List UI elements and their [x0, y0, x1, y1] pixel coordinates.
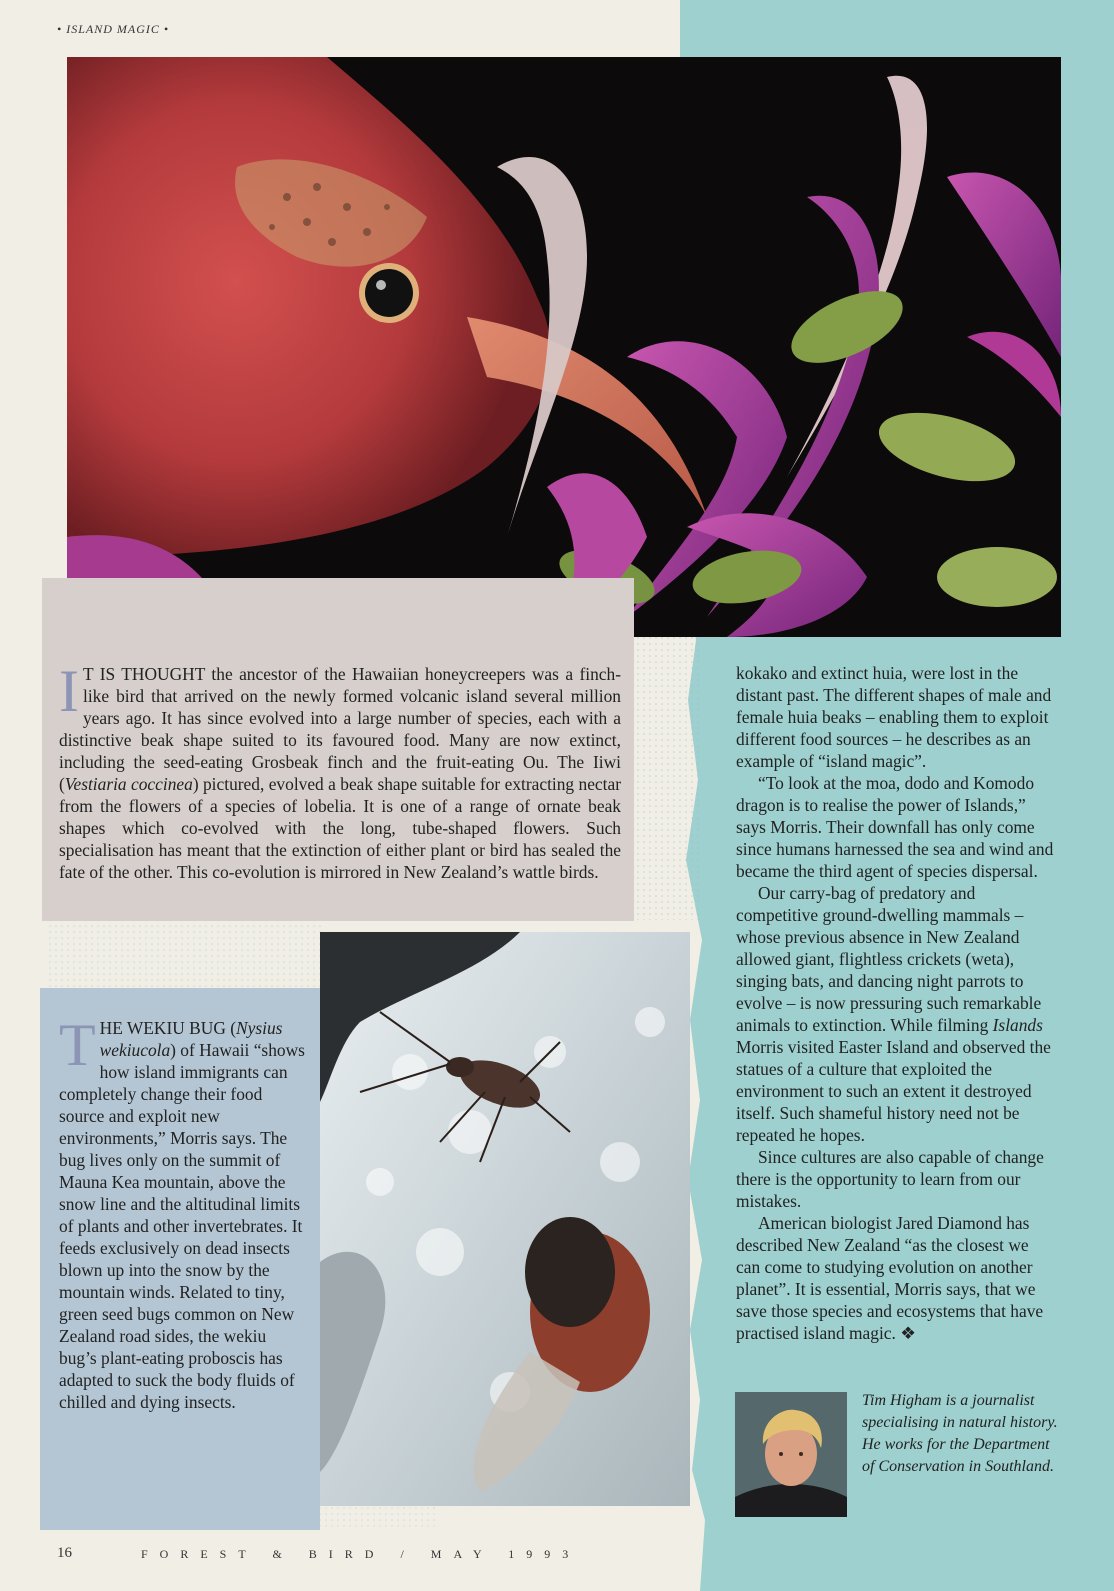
dropcap-wekiu: T: [59, 1012, 96, 1078]
footer: [57, 1545, 581, 1562]
author-portrait: [735, 1392, 847, 1517]
islands-title: Islands: [992, 1015, 1043, 1035]
publication-line: FOREST & BIRD / MAY 1993: [141, 1547, 581, 1561]
wekiu-bug-photo: [320, 932, 690, 1506]
caption-wekiu-part1: (: [225, 1018, 237, 1038]
dropcap: I: [59, 658, 79, 724]
caption-lead: T IS THOUGHT: [82, 664, 205, 684]
body-paragraph-5: American biologist Jared Diamond has described New Zealand “as the closest we can come to studying evolution on another planet”. It is essential, Morris says, that we save those species and ecosystems that have practised island magic. ❖: [736, 1213, 1044, 1343]
species-name: Vestiaria coccinea: [64, 774, 193, 794]
author-bio: Tim Higham is a journalist specialising in natural history. He works for the Department of Conservation in Southland.: [862, 1392, 1058, 1475]
body-paragraph-4: Since cultures are also capable of change there is the opportunity to learn from our mistakes.: [736, 1147, 1044, 1211]
body-paragraph-3: [736, 882, 1056, 1146]
body-paragraph-1: kokako and extinct huia, were lost in the distant past. The different shapes of male and female huia beaks – enabling them to exploit different food sources – he describes as an example of “island magic”.: [736, 663, 1052, 771]
article-body-column: [736, 662, 1056, 1344]
wekiu-species-name: Nysius wekiucola: [99, 1018, 283, 1060]
caption-wekiu-lead: HE WEKIU BUG: [99, 1018, 226, 1038]
caption-text-part1: the ancestor of the Hawaiian honeycreepers was a finch-like bird that arrived on the newly formed volcanic island several million years ago. It has since evolved into a large number of species, each with a distinctive beak shape suited to its favoured food. Many are now extinct, including the seed-eating Grosbeak finch and the fruit-eating Ou. The Iiwi (: [59, 664, 621, 794]
body-paragraph-3-text: Our carry-bag of predatory and competitive ground-dwelling mammals – whose previous absence in New Zealand allowed giant, flightless crickets (weta), singing bats, and dancing night parrots to evolve – is now pressuring such remarkable animals to extinction. While filming: [736, 883, 1042, 1035]
iiwi-illustration: [67, 57, 1061, 637]
caption-wekiu-bug: [59, 1012, 305, 1413]
caption-text-part2: ) pictured, evolved a beak shape suitable for extracting nectar from the flowers of a species of lobelia. It is one of a range of ornate beak shapes which co-evolved with the long, tube-shaped flowers. Such specialisation has meant that the extinction of either plant or bird has sealed the fate of the other. This co-evolution is mirrored in New Zealand’s wattle birds.: [59, 774, 621, 882]
body-paragraph-2: “To look at the moa, dodo and Komodo dragon is to realise the power of Islands,” says Morris. Their downfall has only come since humans harnessed the sea and wind and became the third agent of species dispersal.: [736, 773, 1054, 881]
wekiu-bug-illustration: [320, 932, 690, 1506]
iiwi-bird-photo: [67, 57, 1061, 637]
caption-wekiu-part2: ) of Hawaii “shows how island immigrants can completely change their food source and exploit new environments,” Morris says. The bug lives only on the summit of Mauna Kea mountain, above the snow line and the altitudinal limits of plants and other invertebrates. It feeds exclusively on dead insects blown up into the snow by the mountain winds. Related to tiny, green seed bugs common on New Zealand road sides, the wekiu bug’s plant-eating proboscis has adapted to suck the body fluids of chilled and dying insects.: [59, 1040, 305, 1412]
caption-honeycreeper: [59, 658, 621, 883]
section-label: • ISLAND MAGIC •: [57, 22, 170, 36]
author-photo: [735, 1392, 847, 1517]
page-number: 16: [57, 1545, 72, 1561]
body-paragraph-3-end: Morris visited Easter Island and observed the statues of a culture that exploited the environment to such an extent it destroyed itself. Such shameful history need not be repeated he hopes.: [736, 1037, 1051, 1145]
